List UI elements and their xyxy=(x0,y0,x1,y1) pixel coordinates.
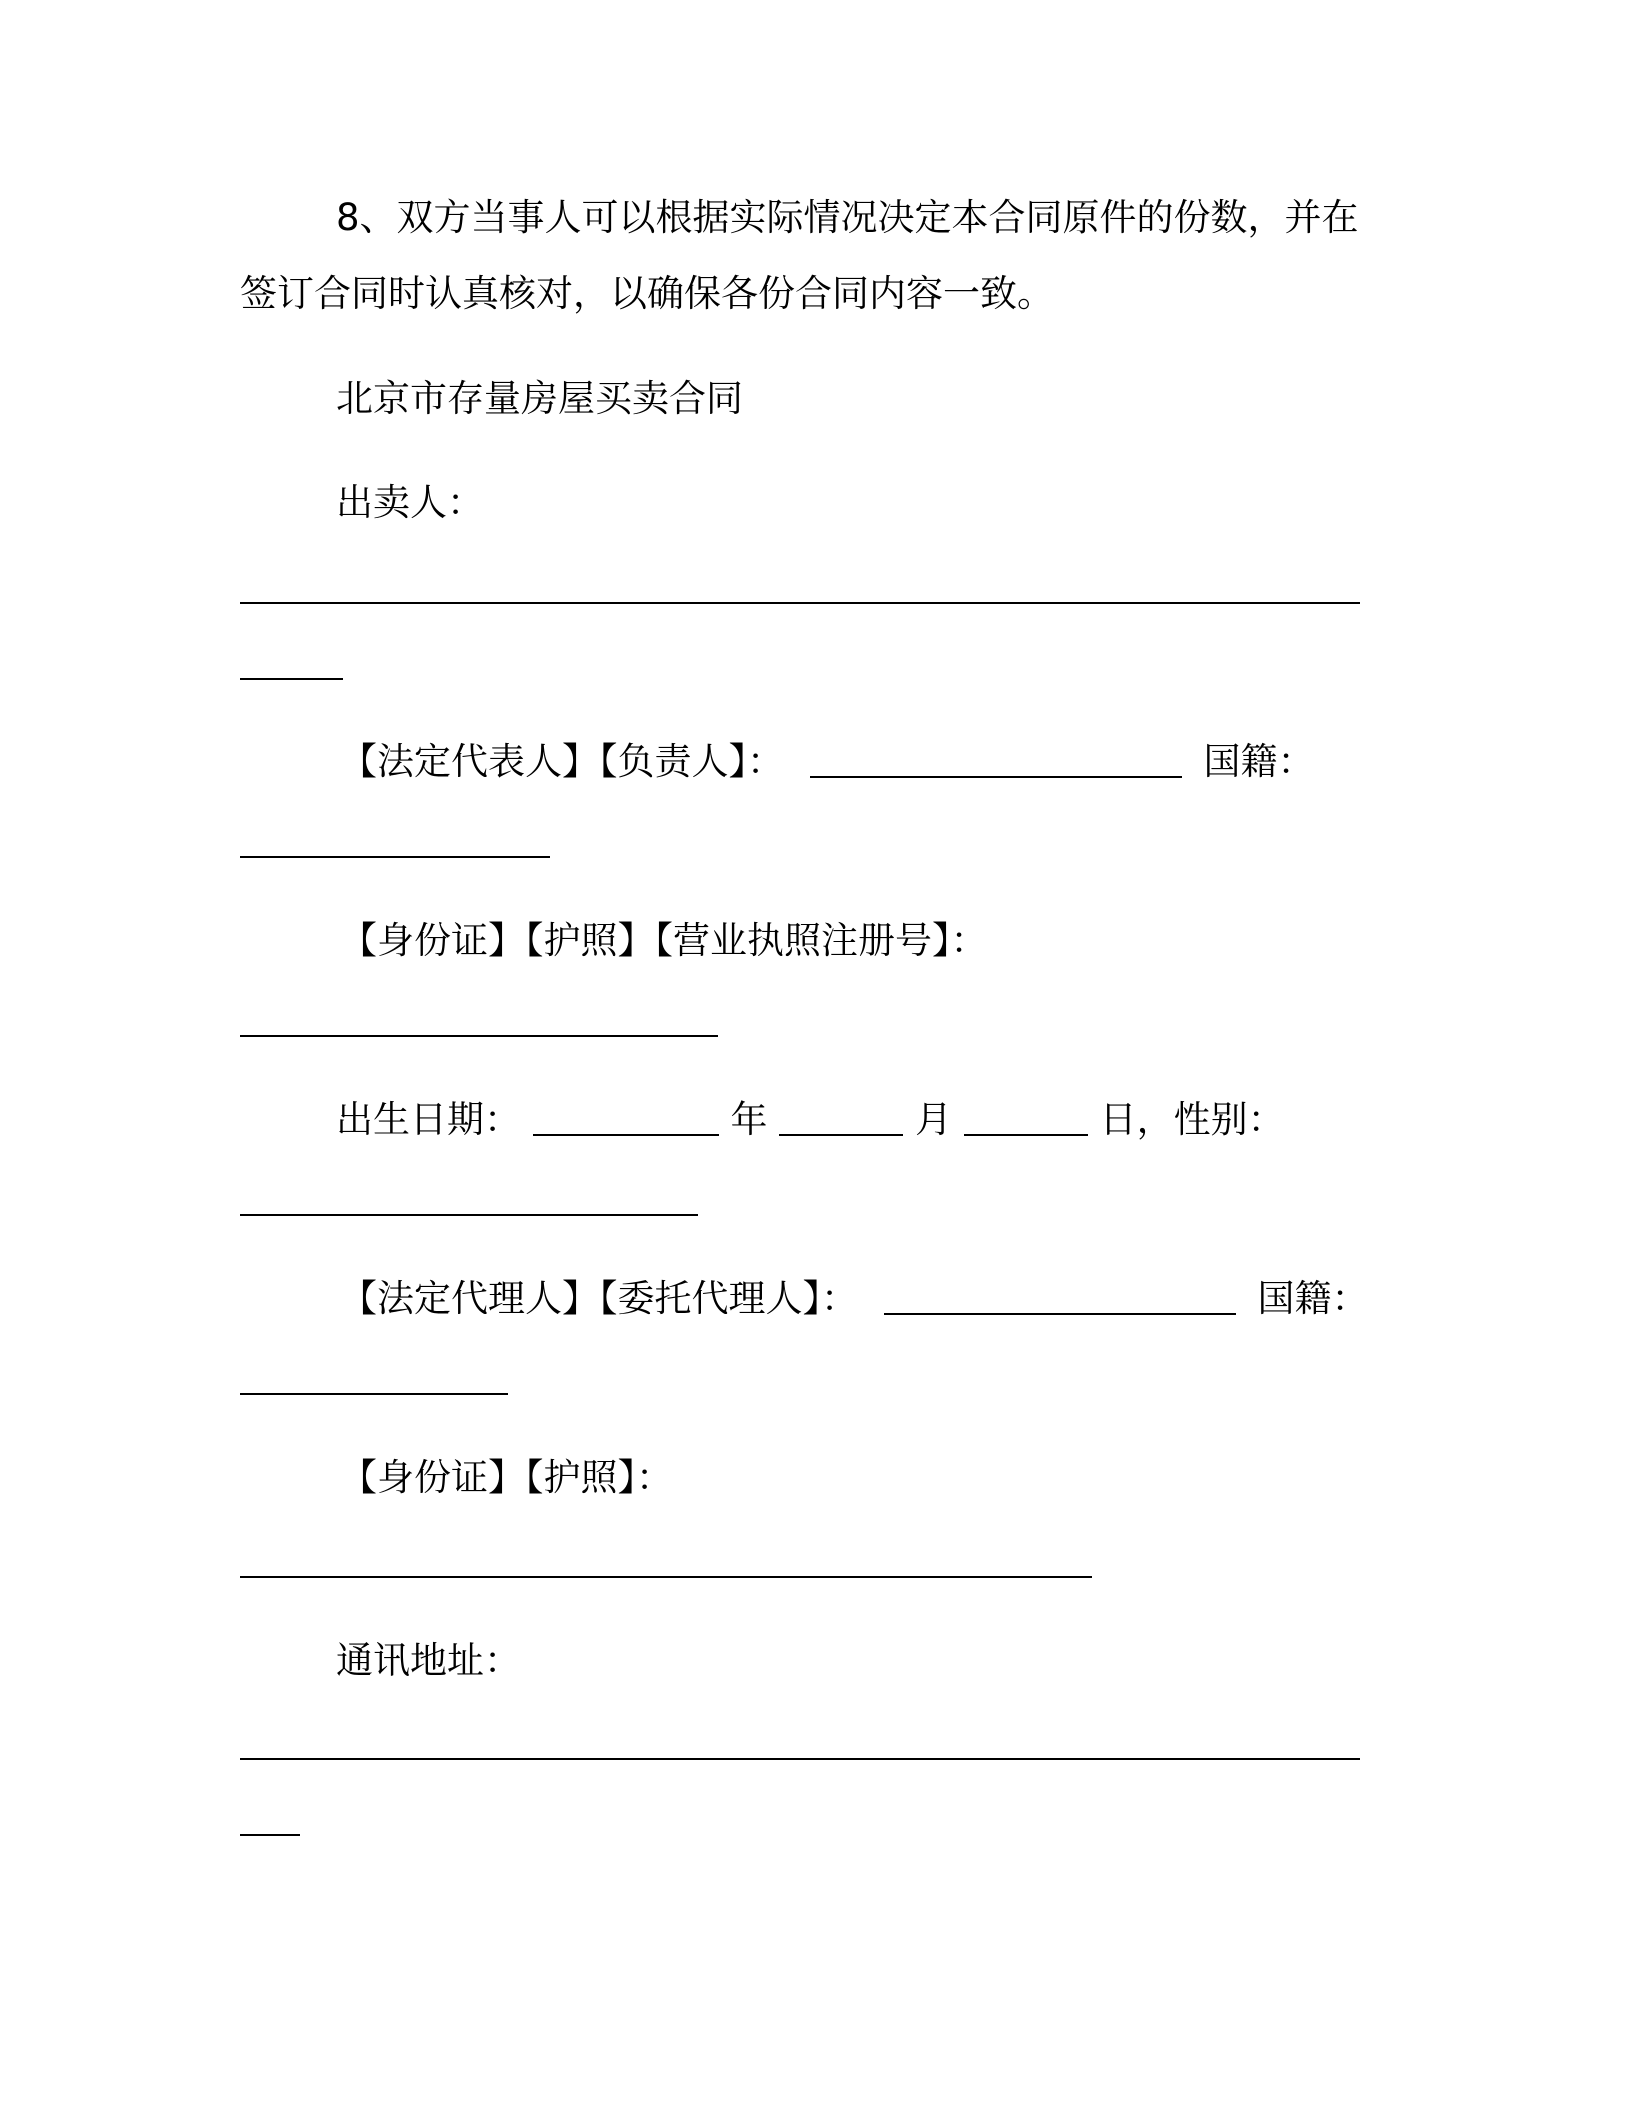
address-blank-line-2 xyxy=(240,1834,300,1836)
nationality-label: 国籍： xyxy=(1203,740,1315,783)
year-label: 年 xyxy=(730,1098,768,1141)
agent-nationality-label: 国籍： xyxy=(1257,1277,1369,1320)
birth-month-blank xyxy=(779,1134,903,1136)
legal-rep-label: 【法定代表人】【负责人】： xyxy=(340,740,784,783)
agent-id-blank xyxy=(240,1576,1092,1578)
nationality-blank xyxy=(240,856,550,858)
agent-nationality-blank xyxy=(240,1393,508,1395)
agent-row xyxy=(340,1274,1369,1324)
address-label: 通讯地址： xyxy=(336,1639,521,1682)
agent-id-label: 【身份证】【护照】： xyxy=(340,1456,673,1499)
agent-label: 【法定代理人】【委托代理人】： xyxy=(340,1277,858,1320)
clause-8-line-1: 8、双方当事人可以根据实际情况决定本合同原件的份数，并在 xyxy=(336,196,1359,239)
seller-label: 出卖人： xyxy=(336,481,484,524)
month-label: 月 xyxy=(915,1098,953,1141)
birth-year-blank xyxy=(533,1134,719,1136)
seller-name-blank-line-2 xyxy=(240,678,343,680)
contract-title: 北京市存量房屋买卖合同 xyxy=(336,377,743,420)
agent-blank xyxy=(884,1313,1236,1315)
clause-8-line-2: 签订合同时认真核对，以确保各份合同内容一致。 xyxy=(240,272,1054,315)
birth-date-row xyxy=(336,1095,1285,1145)
birth-day-blank xyxy=(964,1134,1088,1136)
day-gender-label: 日，性别： xyxy=(1099,1098,1285,1141)
legal-rep-row xyxy=(340,737,1315,787)
seller-id-label: 【身份证】【护照】【营业执照注册号】： xyxy=(340,919,988,962)
gender-blank xyxy=(240,1214,698,1216)
seller-id-blank xyxy=(240,1035,718,1037)
seller-name-blank-line-1 xyxy=(240,602,1360,604)
birth-date-label: 出生日期： xyxy=(336,1098,521,1141)
legal-rep-blank xyxy=(810,776,1182,778)
address-blank-line-1 xyxy=(240,1758,1360,1760)
